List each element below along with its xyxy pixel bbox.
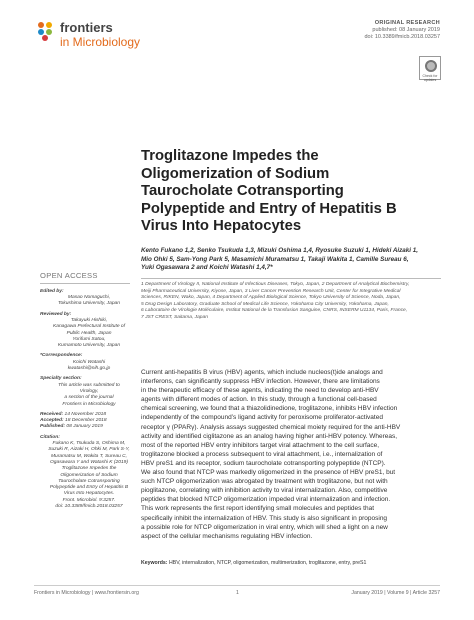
specialty-label: Specialty section:	[40, 376, 82, 382]
citation-line: Fukano K, Tsukuda S, Oshima M,	[52, 441, 126, 447]
citation-line: Troglitazone Impedes the	[61, 466, 117, 472]
title-line: Virus Into Hepatocytes	[141, 218, 302, 235]
citation-line: Muramatsu M, Wakita T, Sureau C,	[50, 453, 128, 459]
affiliation-line: 5 Drug Design Laboratory, Graduate School of Medical Life Science, Yokohama City University, Yokohama, Japan,	[141, 301, 389, 307]
edited-by	[48, 295, 130, 308]
citation-line: Polypeptide and Entry of Hepatitis B	[49, 485, 129, 491]
abstract-line: specifically inhibit the internalization of HBV. This study is also significant in proposing	[141, 514, 388, 522]
editor-affil: Tokushima University, Japan	[58, 301, 120, 307]
footer-journal-link[interactable]: Frontiers in Microbiology | www.frontiersin.org	[34, 590, 139, 596]
keywords	[141, 560, 443, 566]
doi-link[interactable]: doi: 10.3389/fmicb.2018.03257	[364, 34, 440, 40]
citation-line: Taurocholate Cotransporting	[58, 478, 120, 484]
divider	[141, 278, 441, 279]
published-date-side	[40, 424, 130, 430]
abstract-line: chemical screening, we found that a thiazolidinedione, troglitazone, inhibits HBV infection	[141, 405, 398, 413]
reviewed-by-label: Reviewed by:	[40, 311, 72, 317]
reviewer-line: Public Health, Japan	[66, 330, 112, 336]
journal-logo	[34, 18, 154, 52]
correspondence	[48, 360, 130, 373]
article-dates	[40, 412, 130, 431]
author-line: Yuki Ogasawara 2 and Koichi Watashi 1,4,7*	[141, 264, 273, 272]
affiliation-line: Meiji Pharmaceutical University, Kiyose, Japan, 3 Liver Cancer Prevention Research Unit, Center for Integrative Medical	[141, 288, 401, 294]
abstract-line: interferons, can significantly suppress HBV infection. However, there are limitations	[141, 378, 380, 386]
author-line: Mio Ohki 5, Sam-Yong Park 5, Masamichi Muramatsu 1, Takaji Wakita 1, Camille Sureau 6,	[141, 255, 409, 263]
affiliation-line: Sciences, RIKEN, Wako, Japan, 4 Department of Applied Biological Science, Tokyo University of Science, Noda, Japan,	[141, 295, 401, 301]
check-for-updates-badge[interactable]	[419, 56, 441, 80]
published-label: Published:	[40, 424, 65, 430]
keywords-list: HBV, internalization, NTCP, oligomerization, multimerization, troglitazone, entry, preS1	[168, 560, 367, 566]
reviewed-by	[48, 318, 130, 349]
article-title	[141, 148, 451, 236]
received-value: 14 November 2018	[64, 411, 107, 417]
citation-line: Ogasawara Y and Watashi K (2019)	[49, 459, 129, 465]
citation-line: Virus Into Hepatocytes.	[63, 491, 115, 497]
title-line: Oligomerization of Sodium	[141, 165, 330, 182]
abstract-line: aspect of the cellular mechanisms regulating HBV infection.	[141, 532, 313, 540]
specialty-line: This article was submitted to	[58, 382, 120, 388]
abstract-line: peptides that blocked NTCP oligomerization impeded viral internalization and infection.	[141, 496, 391, 504]
abstract-line: such NTCP oligomerization was abrogated by treatment with troglitazone, but not with	[141, 478, 388, 486]
divider	[40, 283, 130, 284]
specialty-line: Frontiers in Microbiology	[62, 401, 116, 407]
citation-line: Oligomerization of Sodium	[60, 472, 118, 478]
abstract	[141, 368, 443, 541]
keywords-label: Keywords:	[141, 560, 168, 566]
reviewer-line: Kumamoto University, Japan	[57, 343, 121, 349]
affiliations	[141, 282, 441, 322]
specialty-line: Virology,	[79, 388, 99, 394]
title-line: Polypeptide and Entry of Hepatitis B	[141, 200, 397, 217]
abstract-line: most of the reported HBV entry inhibitors target viral attachment to the cell surface,	[141, 441, 380, 449]
specialty-line: a section of the journal	[64, 395, 114, 401]
correspondence-label: *Correspondence:	[40, 353, 83, 359]
citation-doi-link[interactable]: doi: 10.3389/fmicb.2018.03257	[55, 504, 123, 509]
sidebar-info	[40, 273, 130, 510]
received-label: Received:	[40, 411, 64, 417]
abstract-line: HBV preS1 and its receptor, sodium taurocholate cotransporting polypeptide (NTCP).	[141, 459, 386, 467]
reviewer-line: Takayuki Hishiki,	[70, 317, 108, 323]
accepted-value: 18 December 2018	[65, 418, 107, 424]
abstract-line: in the therapeutic efficacy of these agents, indicating the need to develop anti-HBV	[141, 387, 379, 395]
abstract-line: Current anti-hepatitis B virus (HBV) agents, which include nucleos(t)ide analogs and	[141, 369, 383, 376]
article-type: ORIGINAL RESEARCH	[374, 20, 440, 26]
logo-text: frontiers	[60, 20, 113, 35]
abstract-line: troglitazone blocked a process subsequent to viral attachment, i.e., internalization of	[141, 450, 383, 458]
reviewer-line: Kanagawa Prefectural Institute of	[52, 324, 126, 330]
page-number: 1	[236, 590, 239, 596]
footer-issue-info: January 2019 | Volume 9 | Article 3257	[351, 590, 440, 596]
edited-by-label: Edited by:	[40, 288, 64, 294]
citation-label: Citation:	[40, 434, 60, 440]
footer-divider	[34, 585, 440, 586]
accepted-label: Accepted:	[40, 418, 64, 424]
logo-subtitle: in Microbiology	[60, 35, 141, 49]
author-list	[141, 247, 441, 273]
abstract-line: agents with different modes of action. In this study, through a functional cell-based	[141, 396, 377, 404]
affiliation-line: 6 Laboratoire de Virologie Moléculaire, Institut National de la Transfusion Sanguine, CNRS, INSERM U1134, Paris, France,	[141, 308, 408, 314]
abstract-line: receptor γ (PPARγ). Analysis assays suggested chemical moiety required for the anti-HBV	[141, 423, 401, 431]
title-line: Troglitazone Impedes the	[141, 148, 319, 164]
abstract-line: a possible role for NTCP oligomerization in viral entry, which will shed a light on a new	[141, 523, 388, 531]
crossmark-icon	[425, 60, 437, 72]
abstract-line: This work represents the first report identifying small molecules and peptides that	[141, 505, 375, 513]
citation-line: Suzuki R, Aizaki H, Ohki M, Park S-Y,	[48, 447, 130, 453]
article-meta	[364, 20, 440, 41]
crossmark-label: Check for updates	[422, 74, 438, 82]
frontiers-logo-icon	[34, 20, 56, 42]
affiliation-line: 1 Department of Virology II, National Institute of Infectious Diseases, Tokyo, Japan, 2 Department of Analytical Biochemistry,	[141, 282, 410, 287]
title-line: Taurocholate Cotransporting	[141, 183, 344, 200]
editor-name: Masao Nomaguchi,	[67, 295, 111, 301]
abstract-line: We also found that NTCP was markedly oligomerized in the presence of HBV preS1, but	[141, 469, 396, 477]
author-line: Kento Fukano 1,2, Senko Tsukuda 1,3, Mizuki Oshima 1,4, Ryosuke Suzuki 1, Hideki Aizaki 1,	[141, 247, 419, 254]
open-access-label: OPEN ACCESS	[40, 271, 98, 280]
corresponding-email-link[interactable]: kwatashi@nih.go.jp	[67, 366, 111, 372]
published-value: 08 January 2019	[66, 424, 103, 430]
published-date: published: 08 January 2019	[372, 27, 440, 33]
abstract-line: activity and identified ciglitazone as an analog having higher anti-HBV potency. Whereas,	[141, 432, 398, 440]
abstract-line: pioglitazone, correlating with inhibition activity to viral internalization. Also, competitive	[141, 487, 388, 495]
citation	[48, 441, 130, 510]
corresponding-author: Koichi Watashi	[72, 359, 106, 365]
reviewer-line: Yorifumi Satou,	[72, 336, 106, 342]
citation-line: Front. Microbiol. 9:3257.	[62, 497, 116, 503]
abstract-line: independently of the compound’s ligand activity for peroxisome proliferator-activated	[141, 414, 383, 422]
affiliation-line: 7 JST CREST, Saitama, Japan	[141, 314, 208, 320]
specialty-section	[48, 383, 130, 408]
